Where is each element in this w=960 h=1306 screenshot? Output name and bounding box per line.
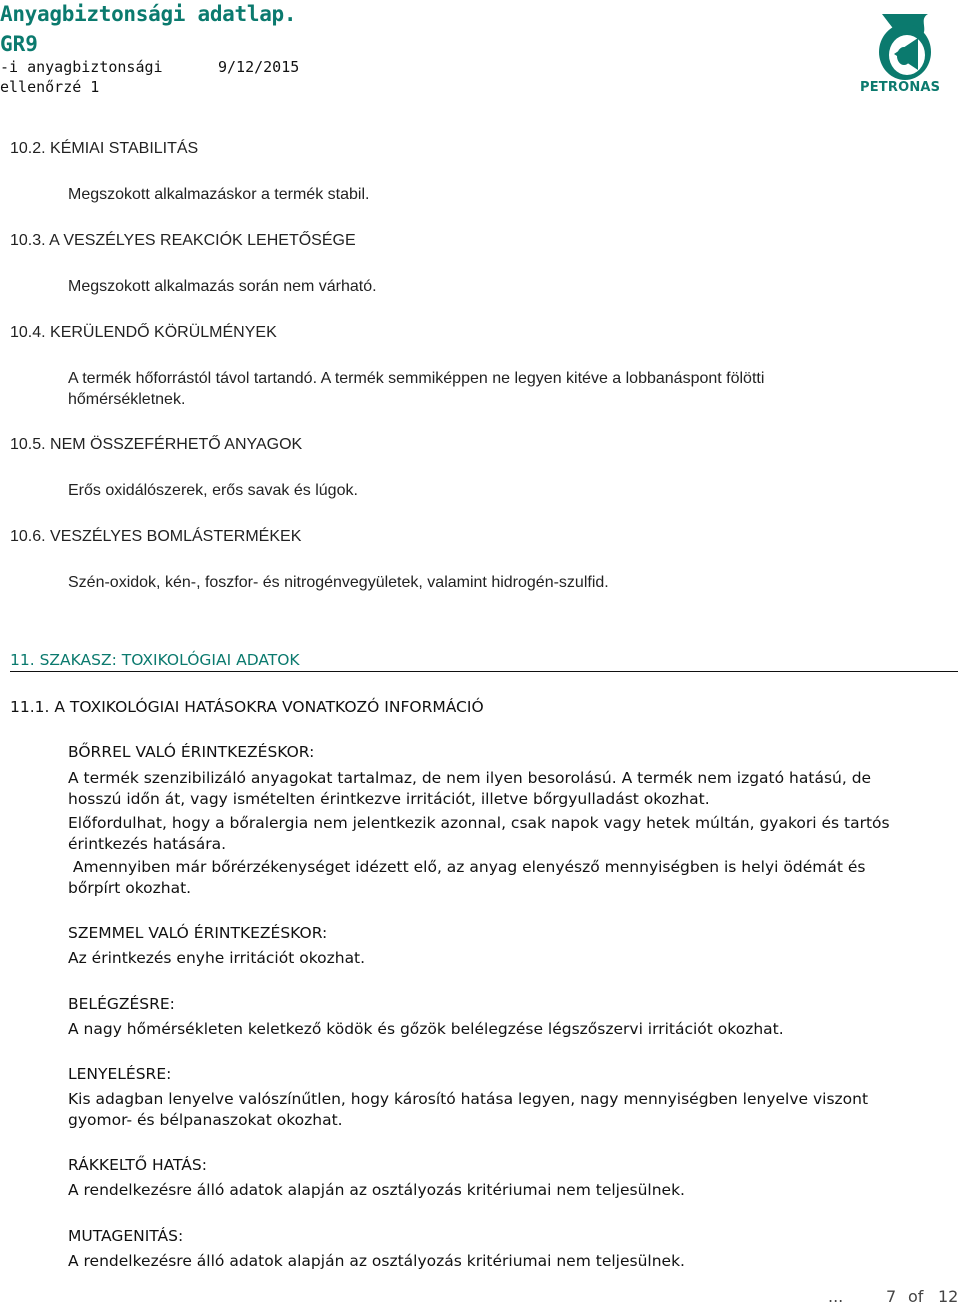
inhalation-text: A nagy hőmérsékleten keletkező ködök és gőzök belélegzése légszőszervi irritációt okozhat.: [68, 1020, 784, 1038]
heading-10-3: 10.3. A VESZÉLYES REAKCIÓK LEHETŐSÉGE: [10, 232, 356, 249]
text-10-2: Megszokott alkalmazáskor a termék stabil.: [68, 186, 370, 203]
heading-10-6: 10.6. VESZÉLYES BOMLÁSTERMÉKEK: [10, 528, 302, 545]
heading-10-2: 10.2. KÉMIAI STABILITÁS: [10, 140, 199, 157]
heading-10-4: 10.4. KERÜLENDŐ KÖRÜLMÉNYEK: [10, 324, 277, 341]
skin-p2-line2: érintkezés hatására.: [68, 835, 227, 853]
inhalation-label: BELÉGZÉSRE:: [68, 995, 175, 1013]
ingestion-text-line2: gyomor- és bélpanaszokat okozhat.: [68, 1111, 343, 1129]
heading-11-1: 11.1. A TOXIKOLÓGIAI HATÁSOKRA VONATKOZÓ INFORMÁCIÓ: [10, 698, 484, 716]
text-10-3: Megszokott alkalmazás során nem várható.: [68, 278, 377, 295]
skin-p3-line1: Amennyiben már bőrérzékenységet idézett elő, az anyag elenyésző mennyiségben is helyi ödémát és: [68, 858, 866, 876]
page-total: 12: [938, 1287, 959, 1306]
header-doc-type: -i anyagbiztonsági: [0, 58, 163, 76]
eye-contact-text: Az érintkezés enyhe irritációt okozhat.: [68, 949, 366, 967]
header-date: 9/12/2015: [218, 58, 300, 76]
ingestion-label: LENYELÉSRE:: [68, 1065, 172, 1083]
page-current: 7: [886, 1287, 897, 1306]
text-10-4-line2: hőmérsékletnek.: [68, 391, 186, 408]
product-code: GR9: [0, 32, 38, 56]
skin-contact-label: BŐRREL VALÓ ÉRINTKEZÉSKOR:: [68, 743, 315, 761]
brand-name: PETRONAS: [860, 80, 941, 95]
header-revision: ellenőrzé 1: [0, 78, 100, 96]
text-10-5: Erős oxidálószerek, erős savak és lúgok.: [68, 482, 358, 499]
text-10-6: Szén-oxidok, kén-, foszfor- és nitrogénvegyületek, valamint hidrogén-szulfid.: [68, 574, 609, 591]
ingestion-text-line1: Kis adagban lenyelve valószínűtlen, hogy károsító hatása legyen, nagy mennyiségben lenyelve viszont: [68, 1090, 869, 1108]
section-11-heading: 11. SZAKASZ: TOXIKOLÓGIAI ADATOK: [10, 651, 300, 669]
skin-p1-line2: hosszú időn át, vagy ismételten érintkezve irritációt, illetve bőrgyulladást okozhat.: [68, 790, 710, 808]
section-divider: [10, 671, 958, 672]
footer-ellipsis: ...: [828, 1287, 844, 1306]
text-10-4-line1: A termék hőforrástól távol tartandó. A termék semmiképpen ne legyen kitéve a lobbanáspont fölötti: [68, 370, 765, 387]
skin-p3-line2: bőrpírt okozhat.: [68, 879, 192, 897]
document-title: Anyagbiztonsági adatlap.: [0, 2, 297, 26]
mutagenicity-text: A rendelkezésre álló adatok alapján az osztályozás kritériumai nem teljesülnek.: [68, 1252, 685, 1270]
page-of: of: [908, 1287, 924, 1306]
skin-p1-line1: A termék szenzibilizáló anyagokat tartalmaz, de nem ilyen besorolású. A termék nem izgató hatású, de: [68, 769, 872, 787]
eye-contact-label: SZEMMEL VALÓ ÉRINTKEZÉSKOR:: [68, 924, 328, 942]
carcinogenicity-text: A rendelkezésre álló adatok alapján az osztályozás kritériumai nem teljesülnek.: [68, 1181, 685, 1199]
skin-p2-line1: Előfordulhat, hogy a bőralergia nem jelentkezik azonnal, csak napok vagy hetek múltán, gyakori és tartós: [68, 814, 890, 832]
mutagenicity-label: MUTAGENITÁS:: [68, 1227, 184, 1245]
heading-10-5: 10.5. NEM ÖSSZEFÉRHETŐ ANYAGOK: [10, 436, 303, 453]
carcinogenicity-label: RÁKKELTŐ HATÁS:: [68, 1156, 207, 1174]
